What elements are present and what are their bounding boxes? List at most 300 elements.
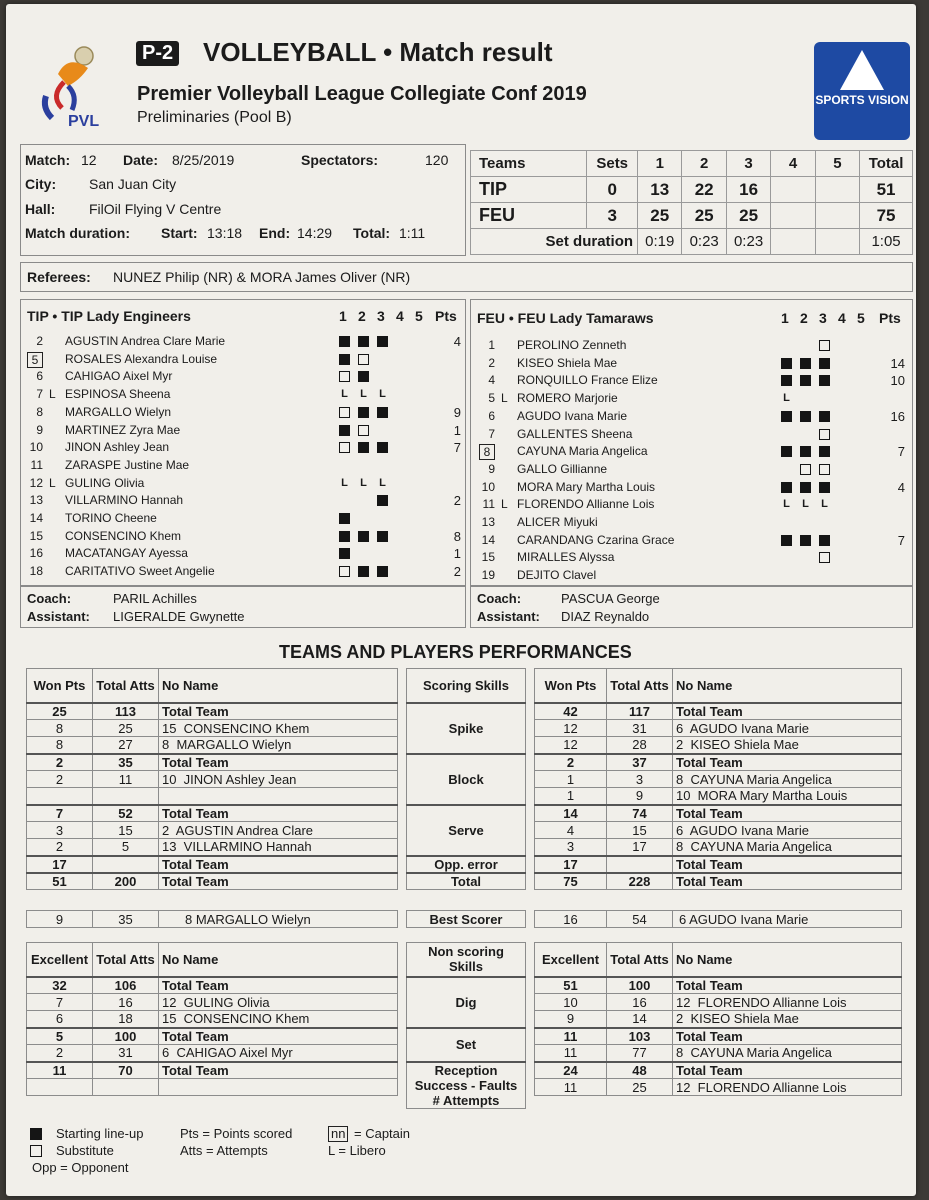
player-number: 13 xyxy=(481,515,495,529)
score-cell: 3 xyxy=(587,203,638,229)
duration-label: Match duration: xyxy=(25,225,130,241)
skill-row xyxy=(407,977,526,1028)
player-name: AGUSTIN Andrea Clare Marie xyxy=(65,334,226,348)
pvl-logo-text: PVL xyxy=(68,113,100,130)
libero-flag: L xyxy=(501,497,508,512)
perf-atts: 31 xyxy=(607,720,673,737)
scoreboard-table xyxy=(470,150,913,255)
nonscoring-skills-table xyxy=(406,942,526,1109)
starter-square-icon xyxy=(800,482,811,493)
perf-row xyxy=(535,873,902,890)
player-number: 4 xyxy=(488,373,495,388)
libero-mark: L xyxy=(379,388,386,401)
perf-row xyxy=(535,977,902,994)
player-row xyxy=(23,529,469,546)
set-duration: 0:23 xyxy=(726,229,770,255)
player-name: MARTINEZ Zyra Mae xyxy=(65,422,181,437)
set-header: 1 xyxy=(339,308,347,324)
perf-value: 9 xyxy=(535,1011,607,1028)
starter-square-icon xyxy=(377,531,388,542)
player-points: 9 xyxy=(453,404,461,420)
player-name: ZARASPE Justine Mae xyxy=(65,457,190,472)
skill-row xyxy=(407,1062,526,1109)
perf-row xyxy=(27,1079,398,1096)
perf-row xyxy=(27,822,398,839)
player-row xyxy=(23,423,469,440)
team-b-title: FEU • FEU Lady Tamaraws xyxy=(477,310,654,326)
player-number: 2 xyxy=(488,355,495,370)
perf-atts: 27 xyxy=(93,737,159,754)
match-info-box xyxy=(20,144,466,256)
perf-header: Total Atts xyxy=(607,669,673,703)
perf-row xyxy=(27,873,398,890)
team-a-coach: PARIL Achilles xyxy=(113,591,197,606)
triangle-icon xyxy=(840,50,884,90)
player-name: CONSENCINO Khem xyxy=(65,528,182,543)
perf-atts: 70 xyxy=(93,1062,159,1079)
perf-header-row xyxy=(27,669,398,703)
perf-value: 14 xyxy=(535,805,607,822)
starter-square-icon xyxy=(800,411,811,422)
perf-name xyxy=(159,788,398,805)
perf-name: Total Team xyxy=(673,754,902,771)
perf-name xyxy=(159,1079,398,1096)
perf-row xyxy=(27,737,398,754)
legend-starting: Starting line-up xyxy=(56,1126,144,1141)
player-number: 8 xyxy=(36,404,43,419)
best-scorer-label: Best Scorer xyxy=(407,911,526,928)
starter-square-icon xyxy=(358,566,369,577)
starter-square-icon xyxy=(819,446,830,457)
perf-value: 8 xyxy=(27,720,93,737)
team-b-assistant: DIAZ Reynaldo xyxy=(561,609,650,624)
perf-row xyxy=(27,994,398,1011)
referees-names: NUNEZ Philip (NR) & MORA James Oliver (NR) xyxy=(113,269,411,285)
end-label: End: xyxy=(259,225,291,241)
score-cell: 13 xyxy=(638,177,682,203)
player-name: GALLO Gillianne xyxy=(517,461,608,476)
libero-mark: L xyxy=(379,476,386,489)
perf-value: 51 xyxy=(27,873,93,890)
player-row xyxy=(23,334,469,351)
skill-name xyxy=(407,873,526,890)
starter-square-icon xyxy=(819,375,830,386)
pts-header: Pts xyxy=(879,310,901,326)
player-row xyxy=(475,373,918,390)
perf-header: Excellent xyxy=(27,943,93,977)
player-name: ESPINOSA Sheena xyxy=(65,387,171,402)
perf-row xyxy=(535,805,902,822)
team-a-best-scorer xyxy=(26,910,398,928)
player-points: 8 xyxy=(453,528,461,544)
perf-atts: 15 xyxy=(93,822,159,839)
perf-header: No Name xyxy=(673,669,902,703)
perf-value: 7 xyxy=(27,805,93,822)
score-cell: 25 xyxy=(682,203,726,229)
perf-value: 1 xyxy=(535,771,607,788)
best-a-won: 9 xyxy=(27,911,93,928)
perf-atts: 31 xyxy=(93,1045,159,1062)
perf-atts: 103 xyxy=(607,1028,673,1045)
scoring-skills-table xyxy=(406,668,526,890)
perf-atts: 77 xyxy=(607,1045,673,1062)
player-name: GULING Olivia xyxy=(65,475,145,490)
scoreboard-header: 1 xyxy=(638,151,682,177)
player-points: 14 xyxy=(890,355,905,371)
player-points: 1 xyxy=(453,546,461,562)
player-number: 2 xyxy=(36,334,43,348)
perf-name: 12 GULING Olivia xyxy=(159,994,398,1011)
player-name: CARANDANG Czarina Grace xyxy=(517,532,675,547)
perf-name: 6 AGUDO Ivana Marie xyxy=(673,822,902,839)
perf-atts: 117 xyxy=(607,703,673,720)
player-name: MACATANGAY Ayessa xyxy=(65,546,188,561)
perf-name: Total Team xyxy=(673,977,902,994)
starter-square-icon xyxy=(339,531,350,542)
performances-title: TEAMS AND PLAYERS PERFORMANCES xyxy=(279,642,632,662)
perf-atts: 37 xyxy=(607,754,673,771)
score-cell: 22 xyxy=(682,177,726,203)
perf-name: Total Team xyxy=(159,805,398,822)
sports-vision-logo xyxy=(814,42,910,140)
perf-atts: 106 xyxy=(93,977,159,994)
perf-name: 2 KISEO Shiela Mae xyxy=(673,1011,902,1028)
page-title: VOLLEYBALL • Match result xyxy=(203,37,553,67)
starter-square-icon xyxy=(781,535,792,546)
perf-atts: 113 xyxy=(93,703,159,720)
substitute-square-icon xyxy=(819,464,830,475)
set-header: 3 xyxy=(819,310,827,326)
set-header: 1 xyxy=(781,310,789,326)
starter-square-icon xyxy=(377,566,388,577)
spectators-label: Spectators: xyxy=(301,152,379,168)
perf-row xyxy=(535,1011,902,1028)
perf-name: 12 FLORENDO Allianne Lois xyxy=(673,994,902,1011)
perf-row xyxy=(27,720,398,737)
player-row xyxy=(23,369,469,386)
best-b-atts: 54 xyxy=(607,911,673,928)
perf-name: Total Team xyxy=(673,805,902,822)
perf-value: 6 xyxy=(27,1011,93,1028)
skill-row xyxy=(407,873,526,890)
perf-value: 24 xyxy=(535,1062,607,1079)
perf-value: 51 xyxy=(535,977,607,994)
perf-row xyxy=(27,703,398,720)
skill-label: Total xyxy=(450,873,482,889)
league-name: Premier Volleyball League Collegiate Conf 2019 xyxy=(137,83,587,105)
perf-row xyxy=(535,856,902,873)
player-row xyxy=(23,493,469,510)
score-cell xyxy=(771,177,815,203)
perf-row xyxy=(535,720,902,737)
starter-square-icon xyxy=(339,513,350,524)
perf-name: Total Team xyxy=(673,856,902,873)
perf-name: Total Team xyxy=(159,1028,398,1045)
perf-header: Total Atts xyxy=(93,669,159,703)
set-header: 3 xyxy=(377,308,385,324)
perf-value: 2 xyxy=(27,1045,93,1062)
team-a-roster-box xyxy=(20,299,466,586)
perf-atts: 14 xyxy=(607,1011,673,1028)
set-duration: 0:19 xyxy=(638,229,682,255)
player-number: 8 xyxy=(479,444,495,460)
perf-value: 1 xyxy=(535,788,607,805)
team-a-assistant-label: Assistant: xyxy=(27,609,90,624)
perf-atts: 74 xyxy=(607,805,673,822)
perf-atts: 100 xyxy=(93,1028,159,1045)
perf-header: Won Pts xyxy=(27,669,93,703)
legend-opp: Opp = Opponent xyxy=(32,1160,129,1175)
perf-value: 12 xyxy=(535,737,607,754)
player-points: 4 xyxy=(897,479,905,495)
team-a-nonscoring-table xyxy=(26,942,398,1096)
perf-atts xyxy=(93,1079,159,1096)
start-time: 13:18 xyxy=(207,225,243,241)
perf-row xyxy=(27,1011,398,1028)
team-a-assistant: LIGERALDE Gwynette xyxy=(113,609,245,624)
perf-name: 8 CAYUNA Maria Angelica xyxy=(673,839,902,856)
player-name: CAHIGAO Aixel Myr xyxy=(65,369,173,384)
scoreboard-header: 5 xyxy=(815,151,859,177)
perf-row xyxy=(535,754,902,771)
player-name: PEROLINO Zenneth xyxy=(517,338,627,352)
skill-name xyxy=(407,754,526,805)
perf-row xyxy=(27,977,398,994)
player-name: FLORENDO Allianne Lois xyxy=(517,497,655,512)
set-duration-label: Set duration xyxy=(471,229,638,255)
score-cell: 51 xyxy=(860,177,913,203)
legend-atts: Atts = Attempts xyxy=(180,1143,268,1158)
libero-mark: L xyxy=(341,388,348,401)
perf-atts: 11 xyxy=(93,771,159,788)
team-a-roster xyxy=(21,300,467,587)
skill-name xyxy=(407,1062,526,1109)
team-code: TIP xyxy=(471,177,587,203)
set-duration-total: 1:05 xyxy=(860,229,913,255)
starter-square-icon xyxy=(781,375,792,386)
starter-square-icon xyxy=(819,482,830,493)
player-points: 2 xyxy=(453,493,461,509)
set-header: 2 xyxy=(358,308,366,324)
player-points: 7 xyxy=(897,532,905,548)
player-number: 10 xyxy=(29,440,43,455)
player-number: 7 xyxy=(36,387,43,402)
starting-square-icon xyxy=(30,1128,42,1140)
starter-square-icon xyxy=(358,407,369,418)
perf-row xyxy=(535,1045,902,1062)
player-row xyxy=(23,564,469,581)
substitute-square-icon xyxy=(358,354,369,365)
score-cell xyxy=(815,177,859,203)
player-name: CARITATIVO Sweet Angelie xyxy=(65,564,215,579)
team-b-roster-box xyxy=(470,299,913,586)
perf-row xyxy=(535,737,902,754)
skills-header-row xyxy=(407,943,526,977)
pts-header: Pts xyxy=(435,308,457,324)
libero-mark: L xyxy=(783,392,790,405)
player-name: DEJITO Clavel xyxy=(517,568,597,583)
starter-square-icon xyxy=(800,446,811,457)
match-date: 8/25/2019 xyxy=(172,152,235,168)
player-row xyxy=(475,427,918,444)
player-row xyxy=(23,352,469,369)
player-name: AGUDO Ivana Marie xyxy=(517,408,628,423)
perf-value: 75 xyxy=(535,873,607,890)
player-points: 16 xyxy=(890,408,905,424)
perf-value: 5 xyxy=(27,1028,93,1045)
perf-atts: 35 xyxy=(93,754,159,771)
scoreboard-header: 4 xyxy=(771,151,815,177)
perf-value: 11 xyxy=(535,1045,607,1062)
skills-header-row xyxy=(407,669,526,703)
perf-value xyxy=(27,788,93,805)
perf-value: 11 xyxy=(27,1062,93,1079)
perf-row xyxy=(27,805,398,822)
perf-name: 12 FLORENDO Allianne Lois xyxy=(673,1079,902,1096)
player-number: 7 xyxy=(488,426,495,441)
substitute-square-icon xyxy=(358,425,369,436)
perf-name: Total Team xyxy=(673,1062,902,1079)
set-duration-row xyxy=(471,229,913,255)
skill-name xyxy=(407,977,526,1028)
player-name: GALLENTES Sheena xyxy=(517,426,633,441)
match-number: 12 xyxy=(81,152,97,168)
team-b-scoring-table xyxy=(534,668,902,890)
perf-row xyxy=(535,839,902,856)
player-name: ROMERO Marjorie xyxy=(517,391,618,406)
scoreboard-header: Sets xyxy=(587,151,638,177)
skills-header: Non scoring Skills xyxy=(407,943,526,977)
team-b-coach-label: Coach: xyxy=(477,591,522,606)
perf-name: 2 AGUSTIN Andrea Clare xyxy=(159,822,398,839)
perf-value: 2 xyxy=(27,754,93,771)
perf-value: 4 xyxy=(535,822,607,839)
perf-atts xyxy=(93,788,159,805)
player-number: 14 xyxy=(481,532,495,547)
scoreboard-header: Total xyxy=(860,151,913,177)
substitute-square-icon xyxy=(339,442,350,453)
skill-row xyxy=(407,703,526,754)
perf-header: No Name xyxy=(159,943,398,977)
libero-mark: L xyxy=(802,498,809,511)
player-number: 15 xyxy=(481,550,495,565)
perf-atts: 17 xyxy=(607,839,673,856)
player-number: 6 xyxy=(488,408,495,423)
perf-atts: 52 xyxy=(93,805,159,822)
perf-row xyxy=(535,994,902,1011)
starter-square-icon xyxy=(819,535,830,546)
score-cell: 0 xyxy=(587,177,638,203)
perf-atts: 18 xyxy=(93,1011,159,1028)
best-a-atts: 35 xyxy=(93,911,159,928)
city-label: City: xyxy=(25,176,57,192)
hall-label: Hall: xyxy=(25,201,56,217)
perf-header-row xyxy=(535,669,902,703)
perf-atts: 15 xyxy=(607,822,673,839)
perf-row xyxy=(535,771,902,788)
player-name: MIRALLES Alyssa xyxy=(517,550,615,565)
team-a-coach-box xyxy=(20,586,466,628)
perf-value: 7 xyxy=(27,994,93,1011)
perf-value: 2 xyxy=(27,771,93,788)
perf-name: 6 CAHIGAO Aixel Myr xyxy=(159,1045,398,1062)
perf-row xyxy=(27,839,398,856)
player-row xyxy=(475,356,918,373)
best-b-won: 16 xyxy=(535,911,607,928)
skills-header: Scoring Skills xyxy=(407,669,526,703)
starter-square-icon xyxy=(339,425,350,436)
perf-name: Total Team xyxy=(159,703,398,720)
player-number: 15 xyxy=(29,528,43,543)
scoreboard-row xyxy=(471,203,913,229)
perf-atts: 48 xyxy=(607,1062,673,1079)
pvl-logo xyxy=(28,34,126,134)
skill-label: Dig xyxy=(455,994,477,1010)
player-row xyxy=(475,480,918,497)
scoreboard-row xyxy=(471,177,913,203)
libero-flag: L xyxy=(49,387,56,402)
perf-name: 8 CAYUNA Maria Angelica xyxy=(673,771,902,788)
player-row xyxy=(475,550,918,567)
perf-header: No Name xyxy=(673,943,902,977)
score-cell: 25 xyxy=(726,203,770,229)
perf-value: 17 xyxy=(535,856,607,873)
perf-atts: 28 xyxy=(607,737,673,754)
perf-row xyxy=(27,788,398,805)
total-label: Total: xyxy=(353,225,391,241)
perf-atts: 100 xyxy=(607,977,673,994)
scoreboard-header: 3 xyxy=(726,151,770,177)
perf-value: 2 xyxy=(27,839,93,856)
perf-row xyxy=(535,1028,902,1045)
player-row xyxy=(475,444,918,461)
player-points: 1 xyxy=(453,422,461,438)
player-number: 14 xyxy=(29,511,43,525)
match-sheet xyxy=(6,4,916,1196)
perf-name: 8 MARGALLO Wielyn xyxy=(159,737,398,754)
starter-square-icon xyxy=(800,358,811,369)
perf-row xyxy=(535,1079,902,1096)
player-points: 4 xyxy=(453,334,461,349)
team-b-assistant-label: Assistant: xyxy=(477,609,540,624)
perf-atts: 3 xyxy=(607,771,673,788)
phase: Preliminaries (Pool B) xyxy=(137,109,292,126)
perf-name: Total Team xyxy=(159,873,398,890)
starter-square-icon xyxy=(800,375,811,386)
player-row xyxy=(475,338,918,355)
perf-name: Total Team xyxy=(159,977,398,994)
libero-mark: L xyxy=(783,498,790,511)
player-name: MARGALLO Wielyn xyxy=(65,404,172,419)
perf-row xyxy=(535,703,902,720)
starter-square-icon xyxy=(819,411,830,422)
starter-square-icon xyxy=(781,411,792,422)
player-row xyxy=(475,515,918,532)
scoreboard-header: 2 xyxy=(682,151,726,177)
substitute-square-icon xyxy=(30,1145,42,1157)
perf-value: 8 xyxy=(27,737,93,754)
referees-label: Referees: xyxy=(27,269,91,285)
perf-name: Total Team xyxy=(673,1028,902,1045)
perf-name: Total Team xyxy=(159,856,398,873)
substitute-square-icon xyxy=(339,371,350,382)
substitute-square-icon xyxy=(339,566,350,577)
starter-square-icon xyxy=(781,358,792,369)
team-b-best-scorer xyxy=(534,910,902,928)
substitute-square-icon xyxy=(819,429,830,440)
date-label: Date: xyxy=(123,152,159,168)
player-row xyxy=(475,391,918,408)
